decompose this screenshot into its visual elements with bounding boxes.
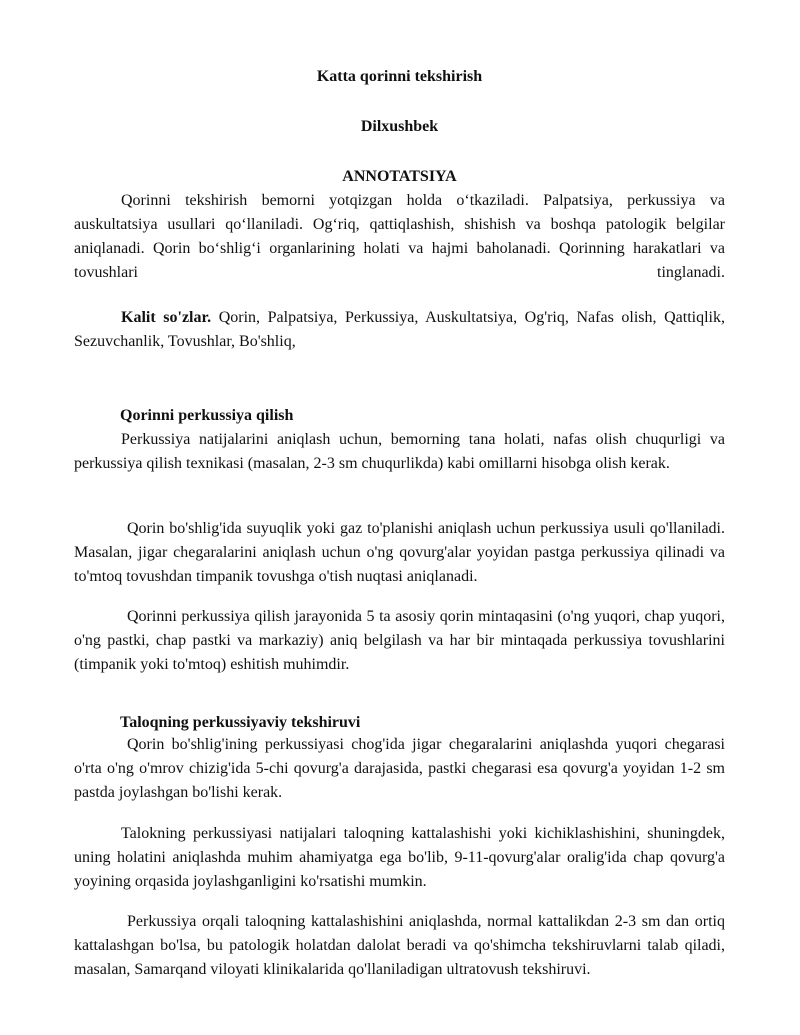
paragraph: Perkussiya orqali taloqning kattalashishini aniqlashda, normal kattalikdan 2-3 sm dan ortiq kattalashgan bo'lsa, bu patologik holatdan dalolat beradi va qo'shimcha tekshiruvlarni talab qiladi, masalan, Samarqand viloyati klinikalarida qo'llaniladigan ultratovush tekshiruvi.: [74, 913, 725, 978]
annotation-heading: ANNOTATSIYA: [342, 168, 457, 185]
paragraph: Qorin bo'shlig'ida suyuqlik yoki gaz to'planishi aniqlash uchun perkussiya usuli qo'llaniladi. Masalan, jigar chegaralarini aniqlash uchun o'ng qovurg'alar yoyidan pastga perkussiya qilinadi va to'mtoq tovushdan timpanik tovushga o'tish nuqtasi aniqlanadi.: [74, 520, 725, 585]
keywords-paragraph: [74, 306, 725, 354]
document-title: Katta qorinni tekshirish: [316, 68, 483, 85]
paragraph: Perkussiya natijalarini aniqlash uchun, bemorning tana holati, nafas olish chuqurligi va perkussiya qilish texnikasi (masalan, 2-3 sm chuqurlikda) kabi omillarni hisobga olish kerak.: [74, 431, 725, 472]
paragraph: Qorinni perkussiya qilish jarayonida 5 ta asosiy qorin mintaqasini (o'ng yuqori, chap yuqori, o'ng pastki, chap pastki va markaziy) aniq belgilash va har bir mintaqada perkussiya tovushlarini (timpanik yoki to'mtoq) eshitish muhimdir.: [74, 608, 725, 673]
section-heading-percussion: Qorinni perkussiya qilish: [120, 407, 294, 424]
keywords-text: Qorin, Palpatsiya, Perkussiya, Auskultatsiya, Og'riq, Nafas olish, Qattiqlik, Sezuvchanlik, Tovushlar, Bo'shliq,: [74, 309, 725, 350]
annotation-paragraph: Qorinni tekshirish bemorni yotqizgan holda o‘tkaziladi. Palpatsiya, perkussiya va auskultatsiya usullari qo‘llaniladi. Og‘riq, qattiqlashish, shishish va boshqa patologik belgilar aniqlanadi. Qorin bo‘shlig‘i organlarining holati va hajmi baholanadi. Qorinning harakatlari va tovushlari tinglanadi.: [74, 192, 725, 281]
document-author: Dilxushbek: [360, 118, 439, 135]
section-heading-spleen: Taloqning perkussiyaviy tekshiruvi: [120, 714, 361, 731]
paragraph: Qorin bo'shlig'ining perkussiyasi chog'ida jigar chegaralarini aniqlashda yuqori chegarasi o'rta o'ng o'mrov chizig'ida 5-chi qovurg'a darajasida, pastki chegarasi esa qovurg'a yoyidan 1-2 sm pastda joylashgan bo'lishi kerak.: [74, 736, 725, 801]
document-page: [74, 0, 725, 1035]
paragraph: Talokning perkussiyasi natijalari taloqning kattalashishi yoki kichiklashishini, shuningdek, uning holatini aniqlashda muhim ahamiyatga ega bo'lib, 9-11-qovurg'alar oralig'ida chap qovurg'a yoyining orqasida joylashganligini ko'rsatishi mumkin.: [74, 825, 725, 890]
keywords-label: Kalit so'zlar.: [121, 309, 212, 326]
